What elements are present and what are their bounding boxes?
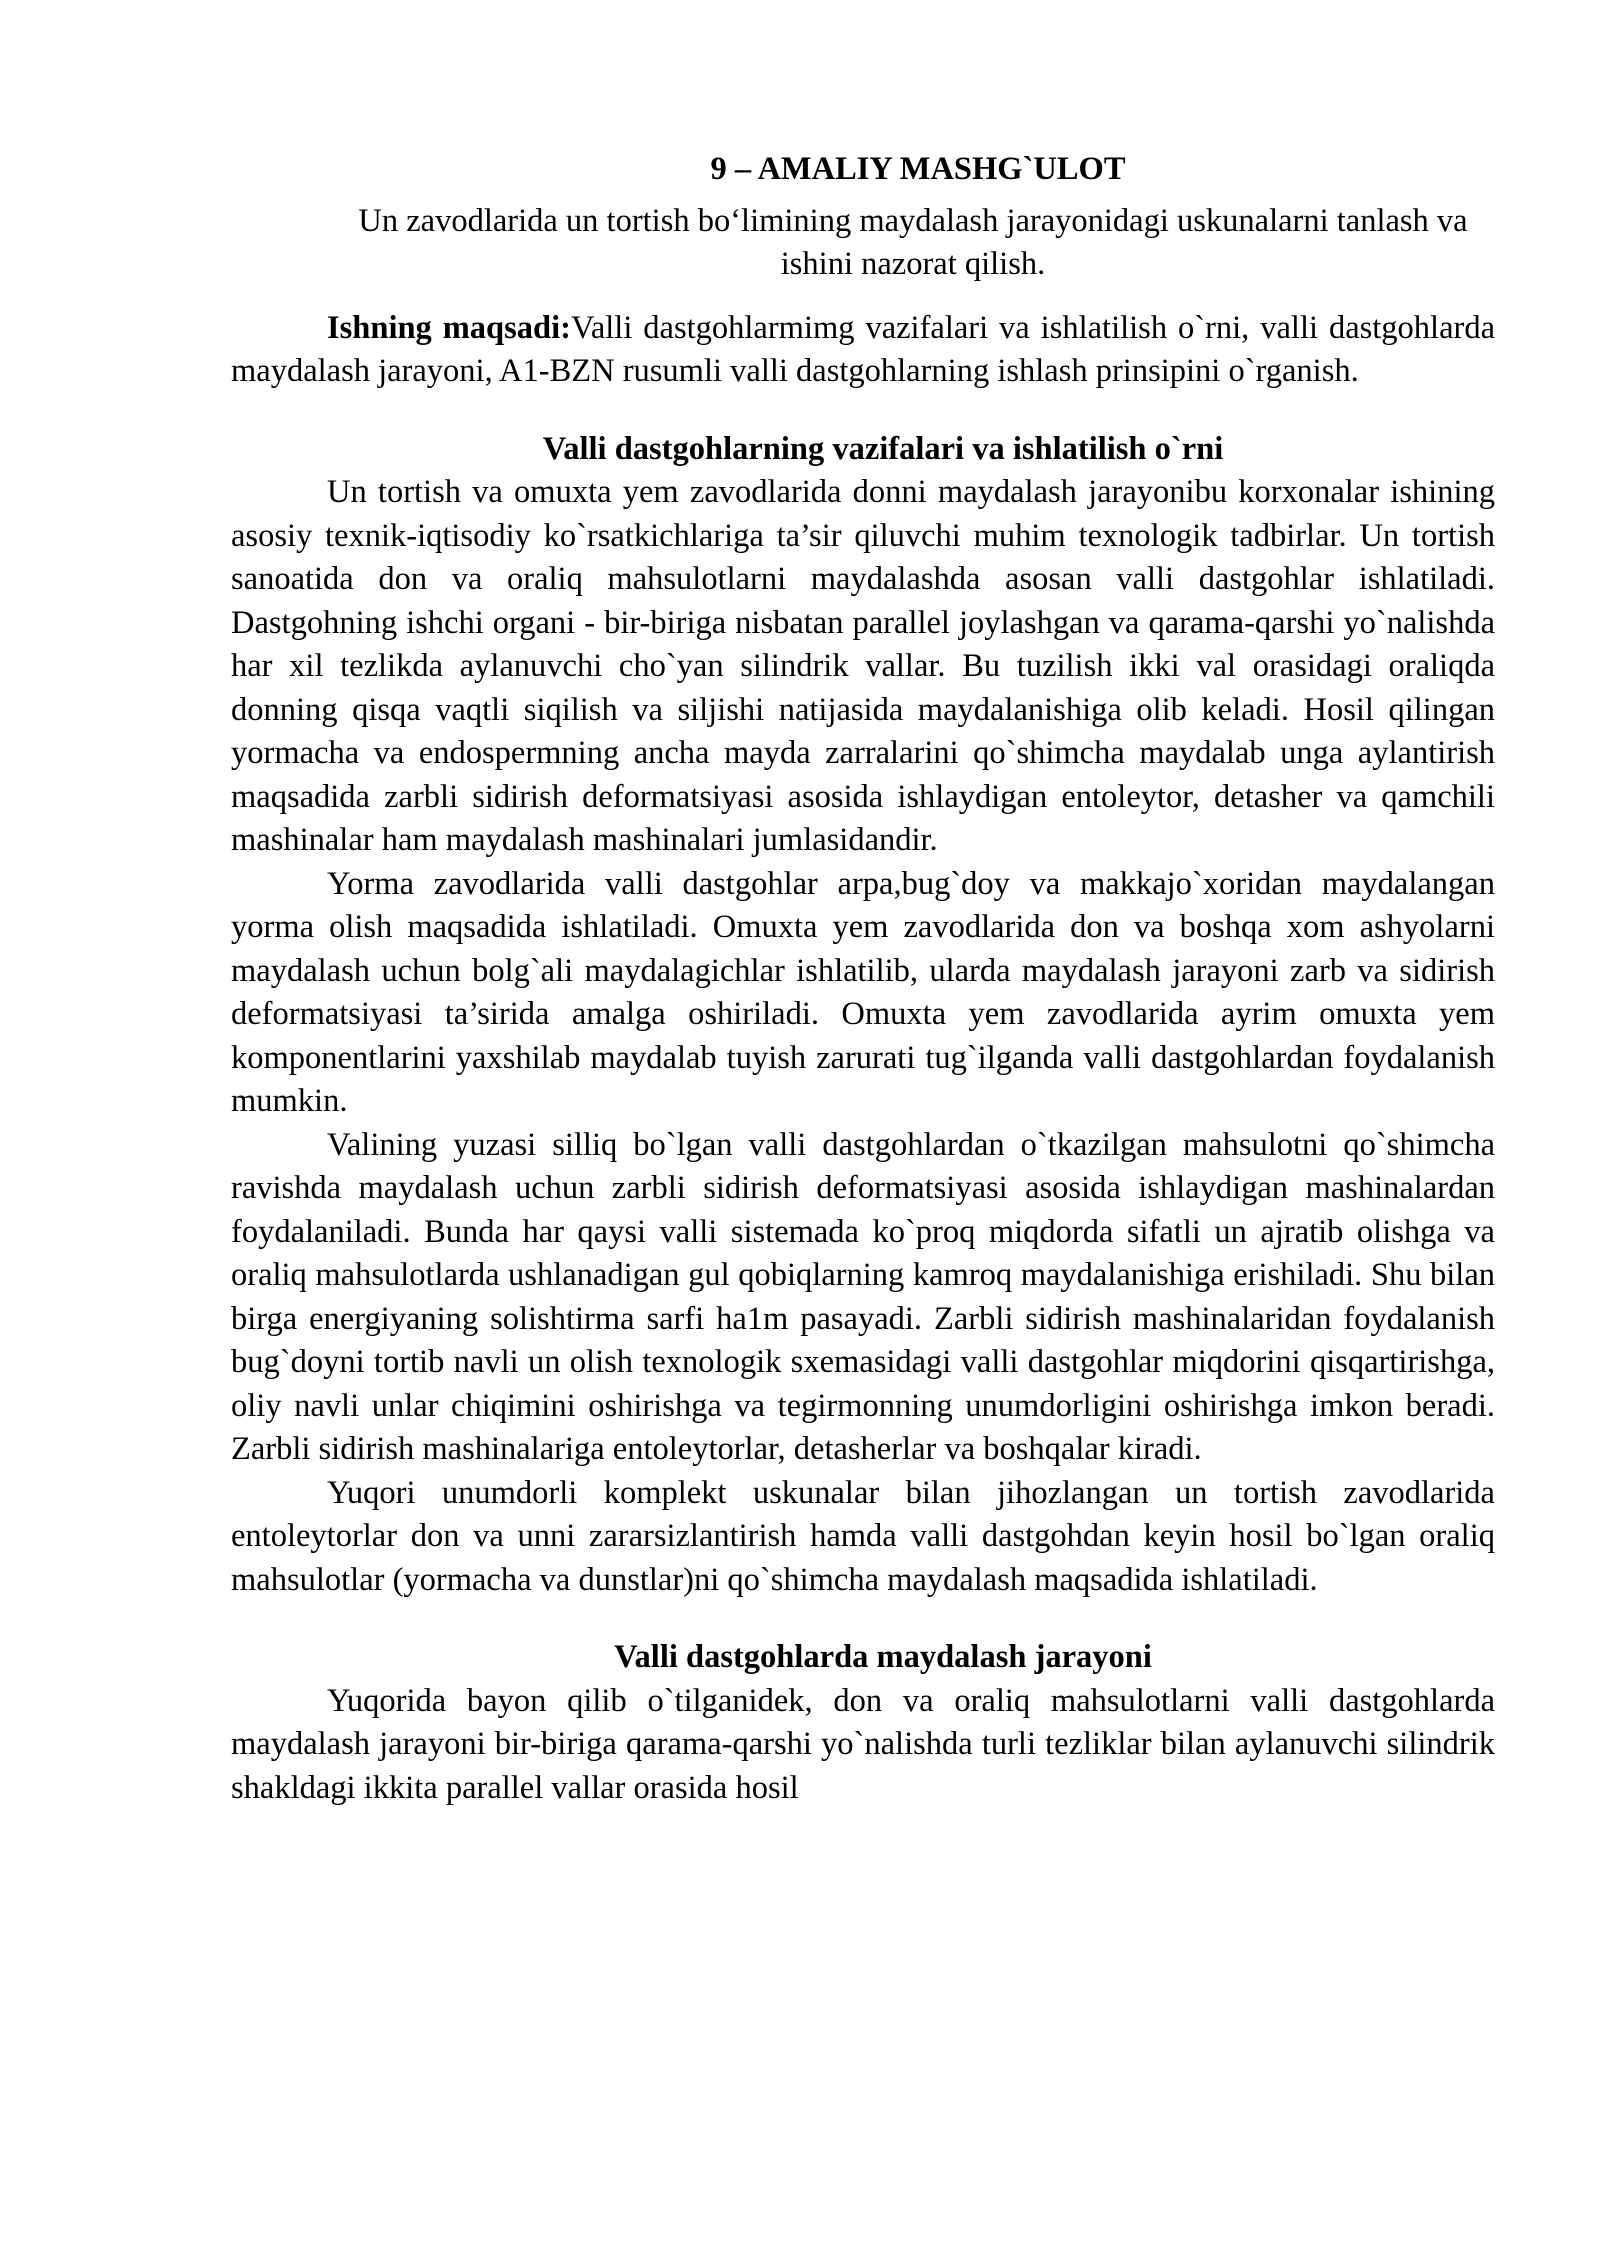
purpose-text: Valli dastgohlarmimg vazifalari va ishlatilish o`rni, valli dastgohlarda maydalash jarayoni, A1-BZN rusumli valli dastgohlarning ishlash prinsipini o`rganish. bbox=[231, 309, 1495, 389]
document-title: 9 – AMALIY MASHG`ULOT bbox=[710, 151, 1126, 187]
section-1-paragraph-1: Un tortish va omuxta yem zavodlarida donni maydalash jarayonibu korxonalar ishining asosiy texnik-iqtisodiy ko`rsatkichlariga ta’sir qiluvchi muhim texnologik tadbirlar. Un tortish sanoatida don va oraliq mahsulotlarni maydalashda asosan valli dastgohlar ishlatiladi. Dastgohning ishchi organi - bir-biriga nisbatan parallel joylashgan va qarama-qarshi yo`nalishda har xil tezlikda aylanuvchi cho`yan silindrik vallar. Bu tuzilish ikki val orasidagi oraliqda donning qisqa vaqtli siqilish va siljishi natijasida maydalanishiga olib keladi. Hosil qilingan yormacha va endospermning ancha mayda zarralarini qo`shimcha maydalab unga aylantirish maqsadida zarbli sidirish deformatsiyasi asosida ishlaydigan entoleytor, detasher va qamchili mashinalar ham maydalash mashinalari jumlasidandir. bbox=[231, 474, 1495, 858]
purpose-paragraph bbox=[231, 307, 1495, 394]
section-1-paragraph-4: Yuqori unumdorli komplekt uskunalar bilan jihozlangan un tortish zavodlarida entoleytorlar don va unni zararsizlantirish hamda valli dastgohdan keyin hosil bo`lgan oraliq mahsulotlar (yormacha va dunstlar)ni qo`shimcha maydalash maqsadida ishlatiladi. bbox=[231, 1474, 1495, 1598]
section-heading-2: Valli dastgohlarda maydalash jarayoni bbox=[614, 1639, 1152, 1675]
section-1-paragraph-3: Valining yuzasi silliq bo`lgan valli dastgohlardan o`tkazilgan mahsulotni qo`shimcha ravishda maydalash uchun zarbli sidirish deformatsiyasi asosida ishlaydigan mashinalardan foydalaniladi. Bunda har qaysi valli sistemada ko`proq miqdorda sifatli un ajratib olishga va oraliq mahsulotlarda ushlanadigan gul qobiqlarning kamroq maydalanishiga erishiladi. Shu bilan birga energiyaning solishtirma sarfi ha1m pasayadi. Zarbli sidirish mashinalaridan foydalanish bug`doyni tortib navli un olish texnologik sxemasidagi valli dastgohlar miqdorini qisqartirishga, oliy navli unlar chiqimini oshirishga va tegirmonning unumdorligini oshirishga imkon beradi. Zarbli sidirish mashinalariga entoleytorlar, detasherlar va boshqalar kiradi. bbox=[231, 1126, 1495, 1467]
document-page bbox=[231, 148, 1495, 1810]
section-1-paragraph-2: Yorma zavodlarida valli dastgohlar arpa,bug`doy va makkajo`xoridan maydalangan yorma olish maqsadida ishlatiladi. Omuxta yem zavodlarida don va boshqa xom ashyolarni maydalash uchun bolg`ali maydalagichlar ishlatilib, ularda maydalash jarayoni zarb va sidirish deformatsiyasi ta’sirida amalga oshiriladi. Omuxta yem zavodlarida ayrim omuxta yem komponentlarini yaxshilab maydalab tuyish zarurati tug`ilganda valli dastgohlardan foydalanish mumkin. bbox=[231, 865, 1495, 1119]
document-subtitle: Un zavodlarida un tortish bo‘limining maydalash jarayonidagi uskunalarni tanlash va ishini nazorat qilish. bbox=[358, 202, 1468, 282]
purpose-label: Ishning maqsadi: bbox=[327, 309, 571, 346]
section-2-paragraph-1: Yuqorida bayon qilib o`tilganidek, don va oraliq mahsulotlarni valli dastgohlarda maydalash jarayoni bir-biriga qarama-qarshi yo`nalishda turli tezliklar bilan aylanuvchi silindrik shakldagi ikkita parallel vallar orasida hosil bbox=[231, 1682, 1495, 1806]
section-heading-1: Valli dastgohlarning vazifalari va ishlatilish o`rni bbox=[542, 430, 1224, 467]
